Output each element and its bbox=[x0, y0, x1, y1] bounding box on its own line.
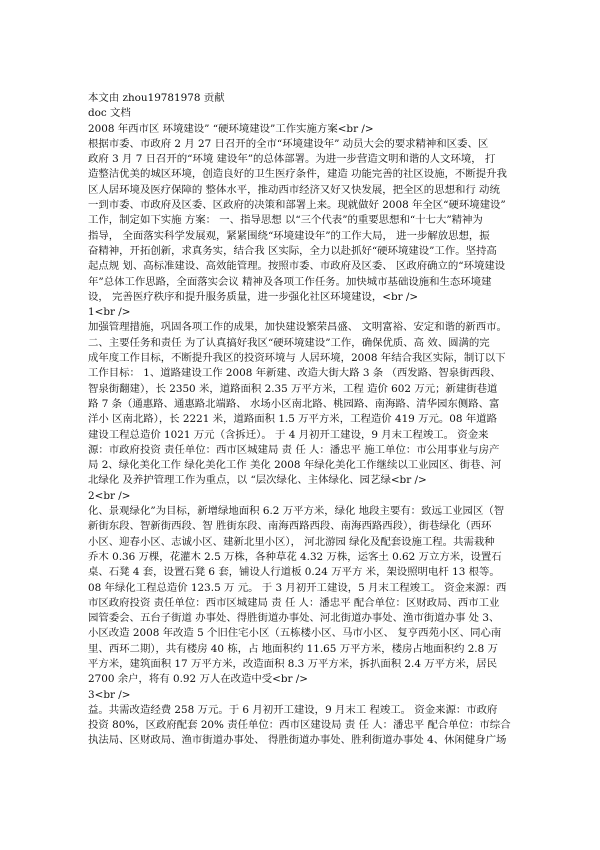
doc-line: 源：市政府投资 责任单位：西市区城建局 责 任 人：潘忠平 施工单位：市公用事业与房产 bbox=[88, 443, 500, 456]
doc-line: 智泉街翻建），长 2350 米，道路面积 2.35 万平方米，工程 造价 602 万元；新建街巷道 bbox=[88, 382, 498, 395]
doc-line: 加强管理措施，巩固各项工作的成果，加快建设繁荣昌盛、 文明富裕、安定和谐的新西市。 bbox=[88, 321, 507, 334]
doc-line: 区人居环境及医疗保障的 整体水平，推动西市经济又好又快发展，把全区的思想和行 动统 bbox=[88, 183, 500, 196]
doc-line: 乔木 0.36 万棵，花灌木 2.5 万株，各种草花 4.32 万株，运客土 0.62 万立方米，设置石 bbox=[88, 550, 502, 563]
doc-line: 里、西环二期），共有楼房 40 栋，占 地面积约 11.65 万平方米，楼房占地面积约 2.8 万 bbox=[88, 642, 498, 655]
doc-line: 投资 80%，区政府配套 20% 责任单位：西市区建设局 责 任 人：潘忠平 配合单位：市综合 bbox=[88, 719, 511, 732]
doc-line: 指导， 全面落实科学发展观，紧紧围绕“环境建设年”的工作大局， 进一步解放思想，振 bbox=[88, 229, 490, 242]
doc-line: 起点规 划、高标准建设、高效能管理。按照市委、市政府及区委、 区政府确立的“环境建设 bbox=[88, 260, 506, 273]
doc-line: 奋精神，开拓创新，求真务实，结合我 区实际，全力以赴抓好“硬环境建设”工作。坚持高 bbox=[88, 244, 497, 257]
doc-line: 根据市委、市政府 2 月 27 日召开的全市“环境建设年” 动员大会的要求精神和区委、区 bbox=[88, 137, 489, 150]
doc-line: 小区、迎春小区、志诚小区、建新北里小区）， 河北游园 绿化及配套设施工程。共需栽种 bbox=[88, 535, 495, 548]
doc-line: 桌、石凳 4 套，设置石凳 6 套，铺设人行道板 0.24 万平方 米，架设照明电杆 13 根等。 bbox=[88, 566, 500, 579]
doc-line: 二、主要任务和责任 为了认真搞好我区“硬环境建设”工作，确保优质、高 效、圆满的完 bbox=[88, 336, 490, 349]
doc-line: 1<br /> bbox=[88, 306, 131, 319]
doc-line: 新街东段、智新街西段、智 胜街东段、南海西路西段、南海西路西段），街巷绿化（西环 bbox=[88, 520, 492, 533]
doc-line: 一到市委、市政府及区委、区政府的决策和部署上来。现就做好 2008 年全区“硬环境建设” bbox=[88, 199, 506, 212]
doc-line: 本文由 zhou19781978 贡献 bbox=[88, 92, 225, 104]
doc-line: 平方米，建筑面积 17 万平方米，改造面积 8.3 万平方米，拆扒面积 2.4 万平方米，居民 bbox=[88, 657, 497, 670]
doc-line: 政府 3 月 7 日召开的“环境 建设年”的总体部署。为进一步营造文明和谐的人文环境， 打 bbox=[88, 153, 496, 166]
doc-line: 园管委会、五台子街道 办事处、得胜街道办事处、河北街道办事处、渔市街道办事 处 3、 bbox=[88, 612, 500, 625]
doc-line: doc 文档 bbox=[88, 107, 131, 120]
doc-line: 路 7 条（通惠路、通惠路北端路、 水场小区南北路、桃园路、南海路、清华园东侧路、富 bbox=[88, 397, 500, 410]
doc-line: 建设工程总造价 1021 万元（含拆迁）。 于 4 月初开工建设，9 月末工程竣工。 资金来 bbox=[88, 428, 489, 441]
doc-line: 小区改造 2008 年改造 5 个旧住宅小区（五栋楼小区、马市小区、 复亨西苑小区、同心南 bbox=[88, 627, 502, 640]
doc-line: 益。共需改造经费 258 万元。于 6 月初开工建设，9 月末工 程竣工。 资金来源：市政府 bbox=[88, 703, 498, 716]
doc-line: 化、景观绿化”为目标，新增绿地面积 6.2 万平方米，绿化 地段主要有：致远工业园区（智 bbox=[88, 505, 505, 518]
doc-line: 洋小 区南北路），长 2221 米，道路面积 1.5 万平方米，工程造价 419 万元。08 年道路 bbox=[88, 413, 497, 426]
doc-line: 市区政府投资 责任单位：西市区城建局 责 任 人：潘忠平 配合单位：区财政局、西市工业 bbox=[88, 596, 500, 609]
doc-line: 3<br /> bbox=[88, 688, 131, 701]
doc-line: 2<br /> bbox=[88, 489, 131, 502]
doc-line: 2700 余户，将有 0.92 万人在改造中受<br /> bbox=[88, 673, 309, 686]
doc-line: 北绿化 及养护管理工作为重点，以 “层次绿化、主体绿化、园艺绿<br /> bbox=[88, 474, 427, 487]
doc-line: 造整洁优美的城区环境，创造良好的卫生医疗条件，建造 功能完善的社区设施，不断提升我 bbox=[88, 168, 507, 181]
doc-line: 2008 年西市区 环境建设” “硬环境建设”工作实施方案<br /> bbox=[88, 122, 374, 135]
doc-line: 局 2、绿化美化工作 绿化美化工作 美化 2008 年绿化美化工作继续以工业园区、街巷、河 bbox=[88, 459, 502, 472]
doc-line: 工作，制定如下实施 方案： 一、指导思想 以“三个代表”的重要思想和“十七大”精神为 bbox=[88, 214, 483, 227]
doc-line: 工作目标： 1、道路建设工作 2008 年新建、改造大街大路 3 条 （西发路、智泉街西段、 bbox=[88, 367, 501, 380]
doc-line: 年”总体工作思路，全面落实会议 精神及各项工作任务。加快城市基础设施和生态环境建 bbox=[88, 275, 492, 288]
doc-line: 成年度工作目标，不断提升我区的投资环境与 人居环境，2008 年结合我区实际，制订以下 bbox=[88, 352, 506, 365]
doc-line: 08 年绿化工程总造价 123.5 万 元。 于 3 月初开工建设，5 月末工程竣工。 资金来源：西 bbox=[88, 581, 507, 594]
doc-line: 执法局、区财政局、渔市街道办事处、 得胜街道办事处、胜利街道办事处 4、休闲健身广场 bbox=[88, 734, 507, 747]
doc-line: 设， 完善医疗秩序和提升服务质量，进一步强化社区环境建设，<br /> bbox=[88, 290, 419, 303]
